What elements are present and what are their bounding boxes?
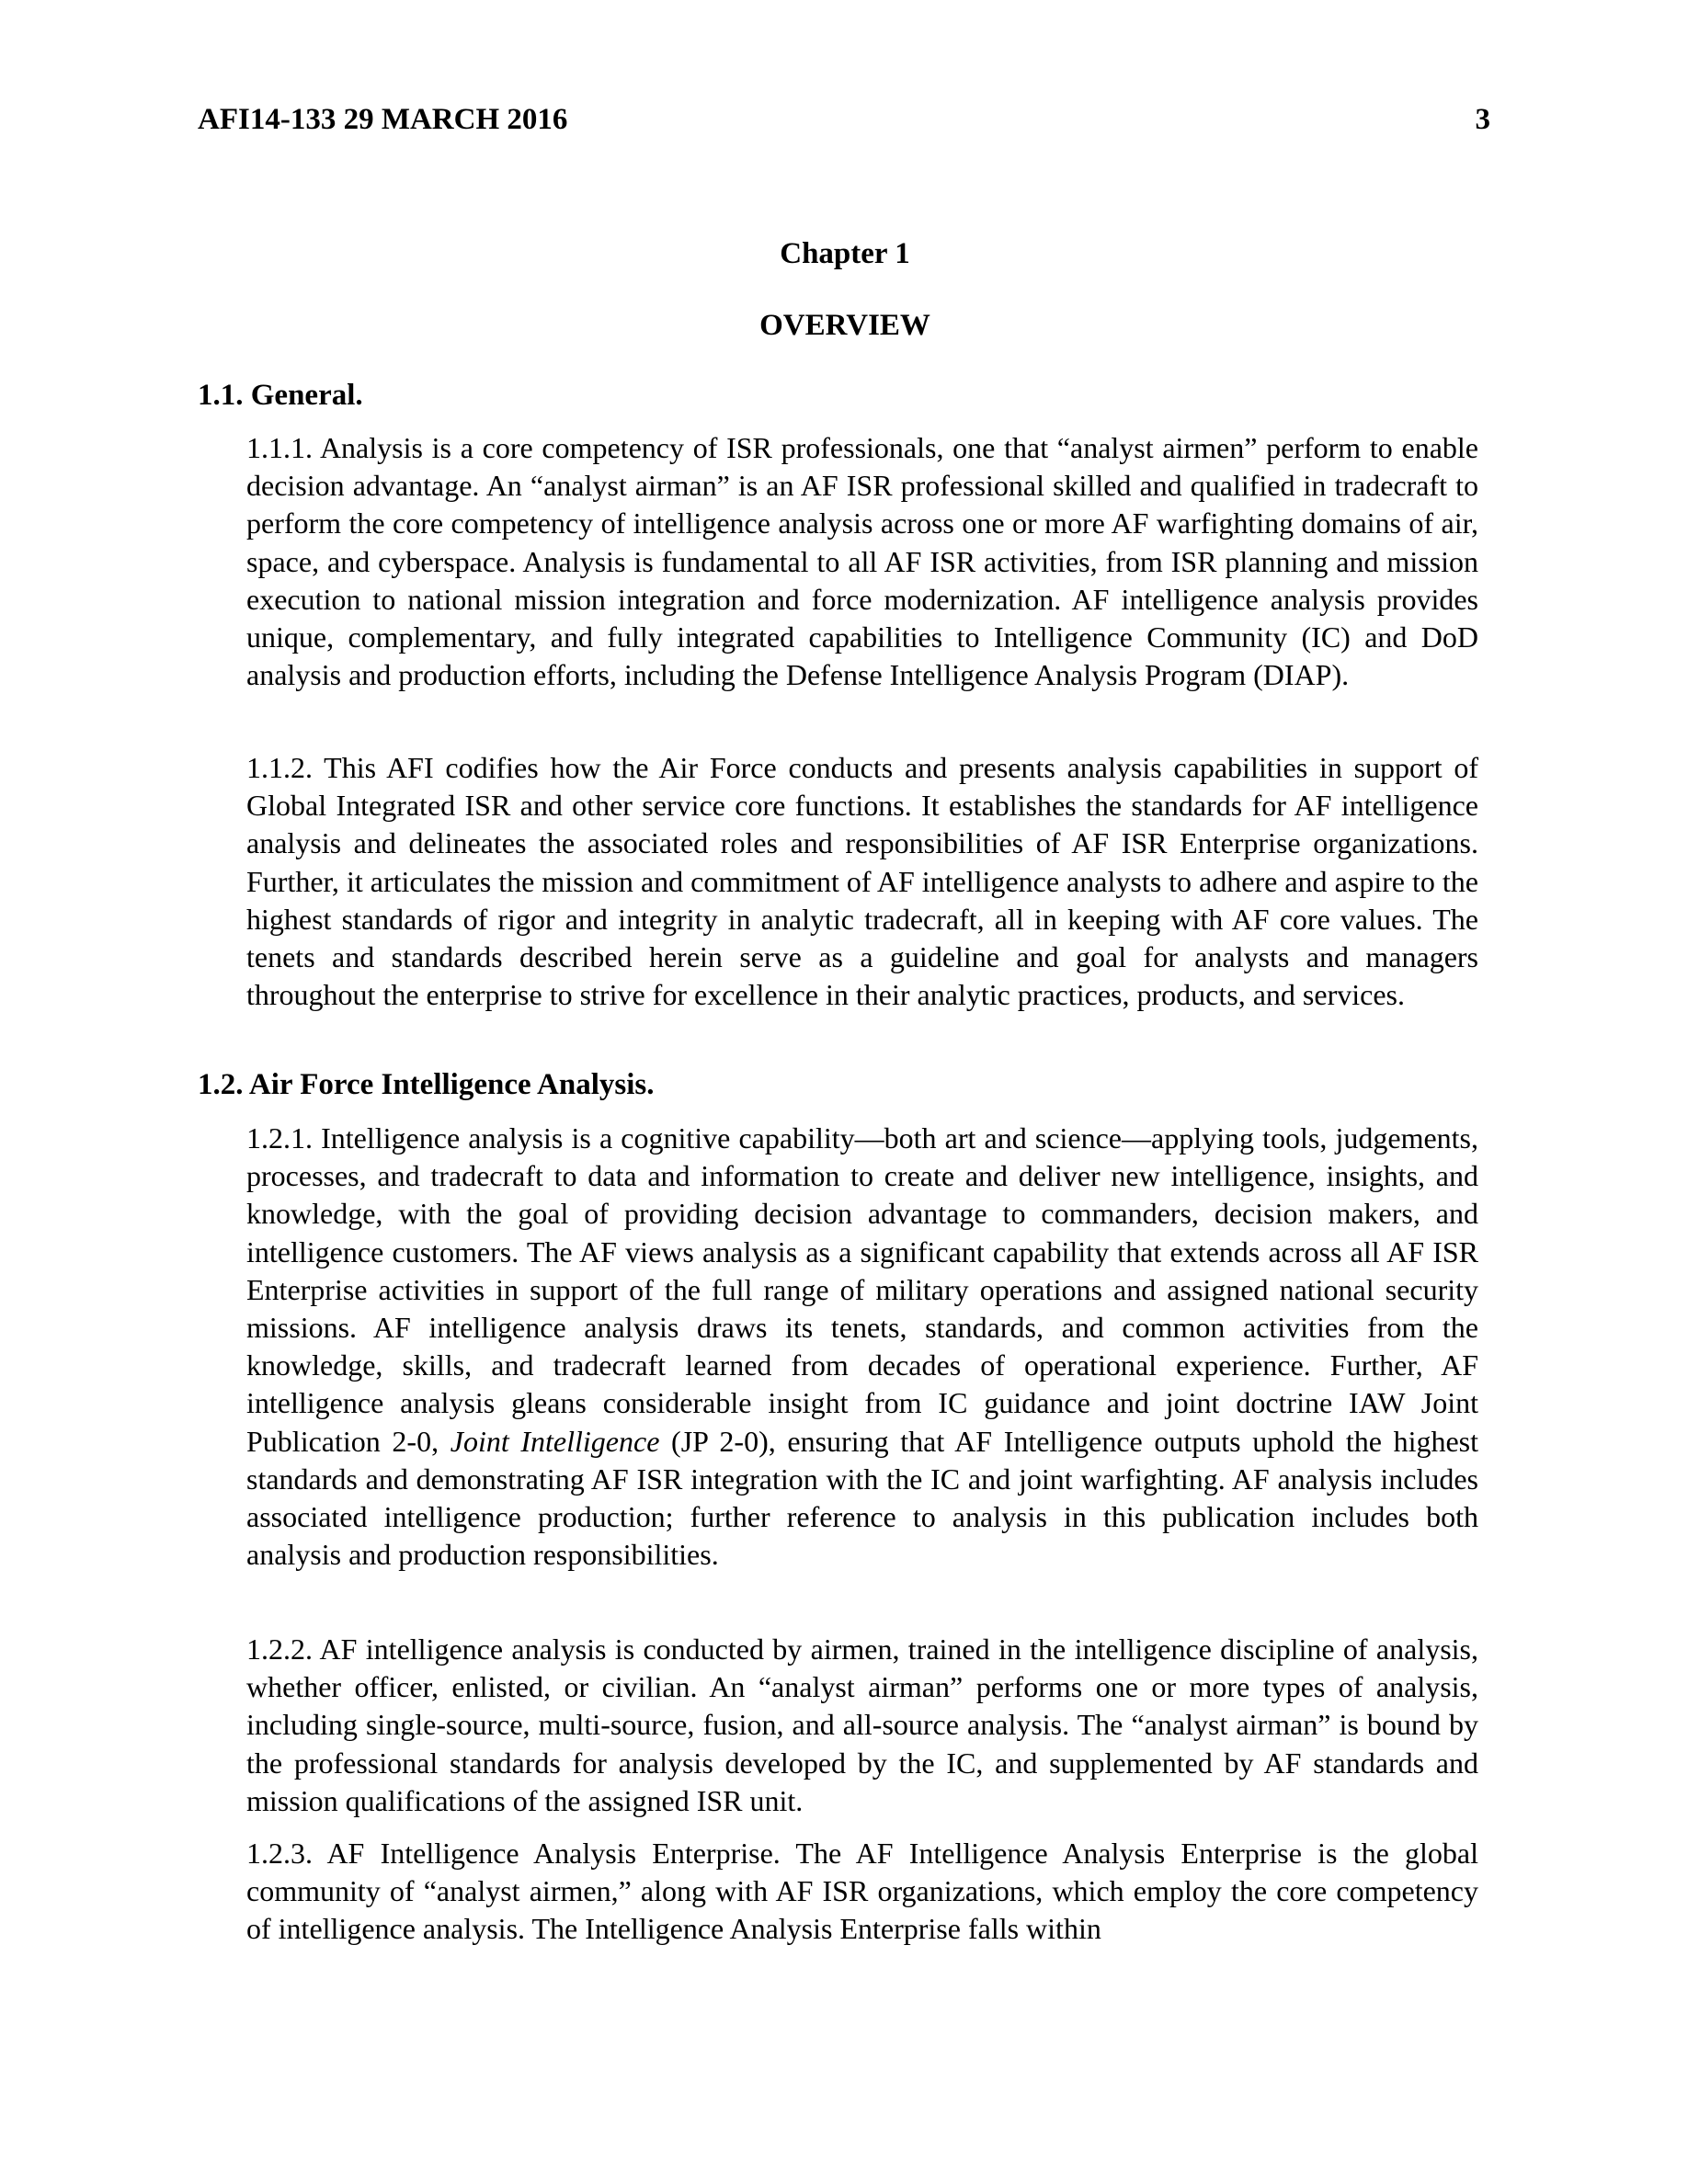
page-number: 3: [1475, 103, 1490, 136]
paragraph-1-2-1: [246, 1120, 1478, 1574]
section-heading-general: 1.1. General.: [198, 379, 363, 412]
publication-title: Joint Intelligence: [450, 1424, 660, 1458]
chapter-title: OVERVIEW: [759, 309, 930, 342]
section-heading-air-force-intelligence-analysis: 1.2. Air Force Intelligence Analysis.: [198, 1068, 655, 1101]
chapter-number: Chapter 1: [780, 237, 910, 270]
paragraph-1-2-2: 1.2.2. AF intelligence analysis is conducted by airmen, trained in the intelligence discipline of analysis, whether officer, enlisted, or civilian. An “analyst airman” performs one or more types of analysis, including single-source, multi-source, fusion, and all-source analysis. The “analyst airman” is bound by the professional standards for analysis developed by the IC, and supplemented by AF standards and mission qualifications of the assigned ISR unit.: [246, 1632, 1478, 1817]
running-header: [198, 99, 1490, 140]
document-id: AFI14-133 29 MARCH 2016: [198, 103, 568, 136]
paragraph-1-1-2: 1.1.2. This AFI codifies how the Air Force conducts and presents analysis capabilities in support of Global Integrated ISR and other service core functions. It establishes the standards for AF intelligence analysis and delineates the associated roles and responsibilities of AF ISR Enterprise organizations. Further, it articulates the mission and commitment of AF intelligence analysts to adhere and aspire to the highest standards of rigor and integrity in analytic tradecraft, all in keeping with AF core values. The tenets and standards described herein serve as a guideline and goal for analysts and managers throughout the enterprise to strive for excellence in their analytic practices, products, and services.: [246, 751, 1478, 1012]
paragraph-1-1-1: 1.1.1. Analysis is a core competency of ISR professionals, one that “analyst airmen” perform to enable decision advantage. An “analyst airman” is an AF ISR professional skilled and qualified in tradecraft to perform the core competency of intelligence analysis across one or more AF warfighting domains of air, space, and cyberspace. Analysis is fundamental to all AF ISR activities, from ISR planning and mission execution to national mission integration and force modernization. AF intelligence analysis provides unique, complementary, and fully integrated capabilities to Intelligence Community (IC) and DoD analysis and production efforts, including the Defense Intelligence Analysis Program (DIAP).: [246, 431, 1478, 692]
paragraph-1-2-3: 1.2.3. AF Intelligence Analysis Enterprise. The AF Intelligence Analysis Enterprise is the global community of “analyst airmen,” along with AF ISR organizations, which employ the core competency of intelligence analysis. The Intelligence Analysis Enterprise falls within: [246, 1837, 1478, 1946]
paragraph-1-2-1-text-start: 1.2.1. Intelligence analysis is a cognitive capability—both art and science—applying tools, judgements, processes, and tradecraft to data and information to create and deliver new intelligence, insights, and knowledge, with the goal of providing decision advantage to commanders, decision makers, and intelligence customers. The AF views analysis as a significant capability that extends across all AF ISR Enterprise activities in support of the full range of military operations and assigned national security missions. AF intelligence analysis draws its tenets, standards, and common activities from the knowledge, skills, and tradecraft learned from decades of operational experience. Further, AF intelligence analysis gleans considerable insight from IC guidance and joint doctrine IAW Joint Publication 2-0,: [246, 1121, 1478, 1458]
paragraph-1-2-1-text-end: (JP 2-0), ensuring that AF Intelligence outputs uphold the highest standards and demonstrating AF ISR integration with the IC and joint warfighting. AF analysis includes associated intelligence production; further reference to analysis in this publication includes both analysis and production responsibilities.: [246, 1424, 1479, 1572]
